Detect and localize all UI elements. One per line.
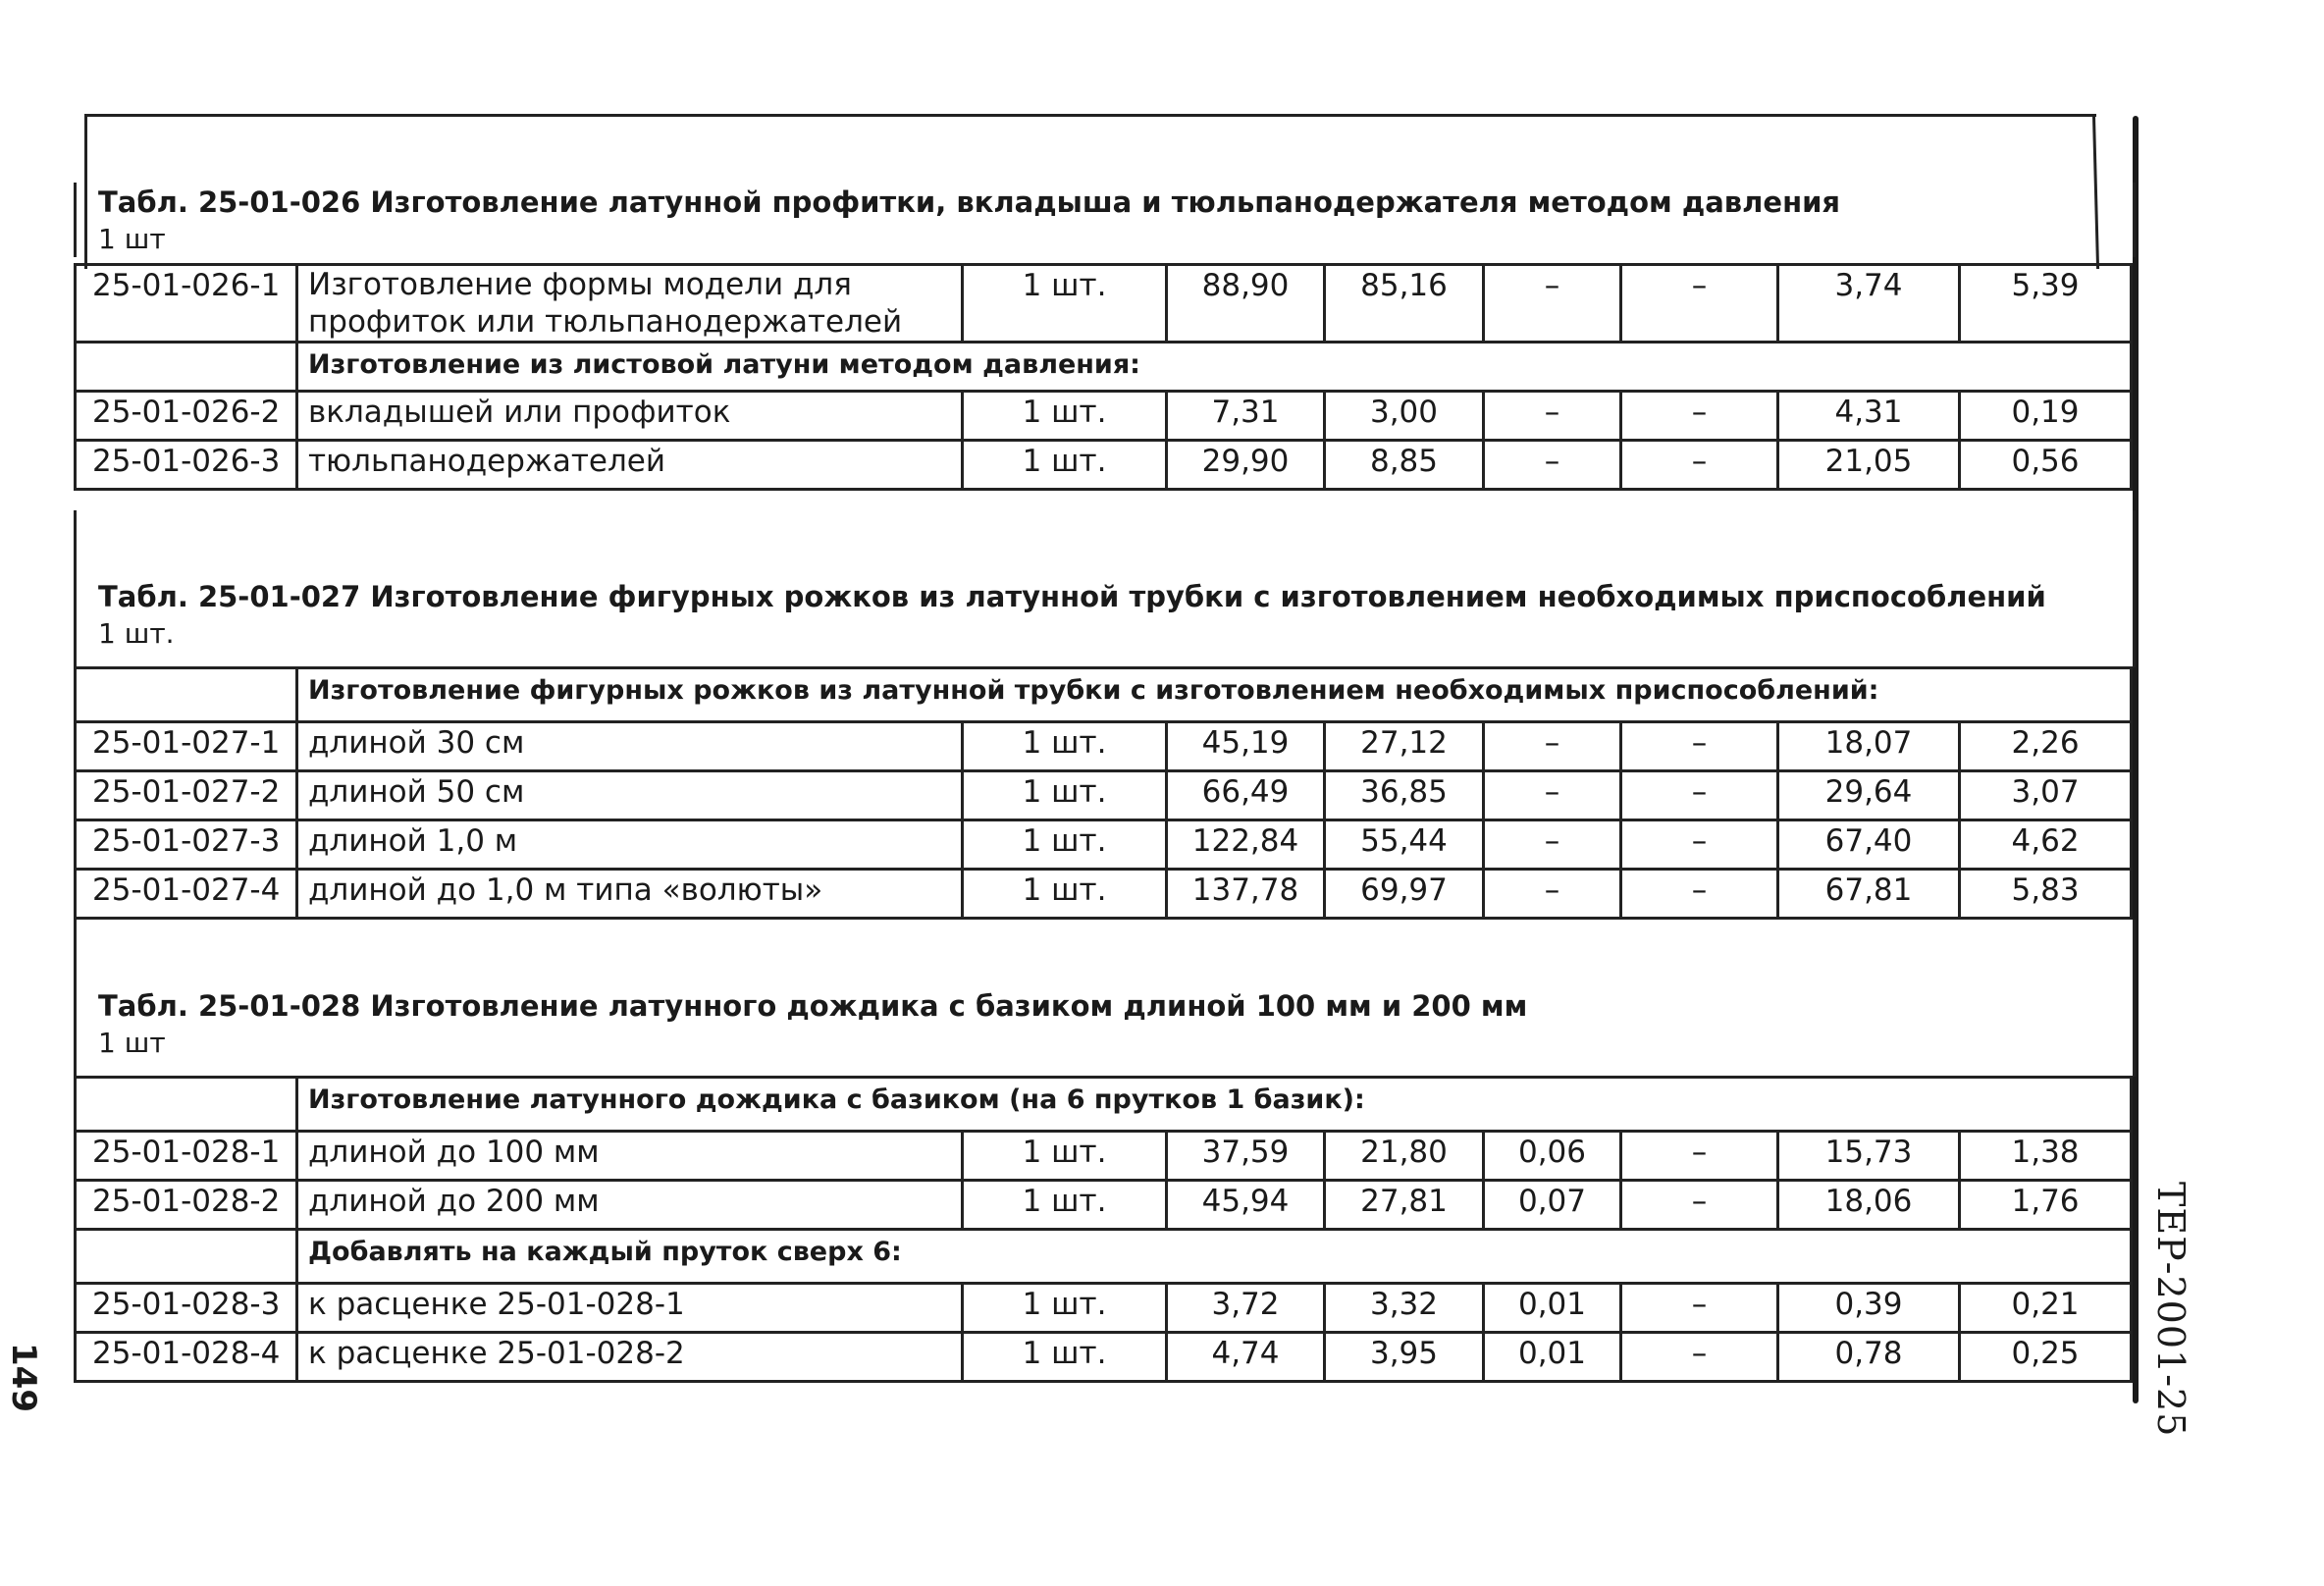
table-row: [76, 1284, 2132, 1333]
row-value: 0,25: [1960, 1333, 2132, 1382]
row-value: –: [1621, 870, 1778, 919]
row-name: длиной до 100 мм: [297, 1132, 963, 1181]
table-row: [76, 820, 2132, 870]
row-value: 15,73: [1778, 1132, 1960, 1181]
table-grid-028: [74, 1076, 2130, 1383]
row-value: 0,21: [1960, 1284, 2132, 1333]
table-title: Табл. 25-01-028 Изготовление латунного дождика с базиком длиной 100 мм и 200 мм: [98, 989, 1528, 1023]
row-unit: 1 шт.: [963, 265, 1167, 343]
binding-spine-line: [2133, 116, 2139, 1403]
row-value: 37,59: [1167, 1132, 1325, 1181]
row-code: 25-01-027-3: [76, 820, 297, 870]
table-unit: 1 шт: [98, 1027, 166, 1059]
section-heading: Изготовление латунного дождика с базиком (на 6 прутков 1 базик):: [297, 1078, 2132, 1132]
row-value: 0,06: [1484, 1132, 1621, 1181]
row-value: –: [1484, 392, 1621, 441]
table-row: [76, 771, 2132, 820]
section-heading: Изготовление из листовой латуни методом давления:: [297, 343, 2132, 392]
row-value: –: [1484, 722, 1621, 771]
row-value: 0,78: [1778, 1333, 1960, 1382]
row-value: 137,78: [1167, 870, 1325, 919]
row-value: 21,05: [1778, 441, 1960, 490]
row-value: 7,31: [1167, 392, 1325, 441]
row-name: длиной 50 см: [297, 771, 963, 820]
row-value: 67,40: [1778, 820, 1960, 870]
row-value: 0,56: [1960, 441, 2132, 490]
row-value: –: [1621, 441, 1778, 490]
row-value: 3,32: [1325, 1284, 1484, 1333]
row-code: 25-01-027-2: [76, 771, 297, 820]
section-heading: Изготовление фигурных рожков из латунной трубки с изготовлением необходимых приспособлений:: [297, 668, 2132, 722]
row-value: 67,81: [1778, 870, 1960, 919]
section-row: [76, 1230, 2132, 1284]
row-value: –: [1621, 265, 1778, 343]
row-unit: 1 шт.: [963, 870, 1167, 919]
table-row: [76, 1181, 2132, 1230]
table-25-01-028: [74, 920, 2136, 1077]
row-value: 3,72: [1167, 1284, 1325, 1333]
row-value: 4,62: [1960, 820, 2132, 870]
row-code: 25-01-028-2: [76, 1181, 297, 1230]
row-value: 8,85: [1325, 441, 1484, 490]
row-unit: 1 шт.: [963, 392, 1167, 441]
row-name: длиной 1,0 м: [297, 820, 963, 870]
table-unit: 1 шт: [98, 223, 166, 255]
row-value: –: [1621, 771, 1778, 820]
row-value: 18,07: [1778, 722, 1960, 771]
document-code: ТЕР-2001-25: [2149, 1182, 2192, 1438]
row-value: 29,64: [1778, 771, 1960, 820]
row-unit: 1 шт.: [963, 1284, 1167, 1333]
page-frame-top: [86, 114, 2096, 117]
row-value: 1,38: [1960, 1132, 2132, 1181]
row-code: 25-01-026-2: [76, 392, 297, 441]
row-value: 85,16: [1325, 265, 1484, 343]
row-value: –: [1484, 265, 1621, 343]
row-value: –: [1484, 870, 1621, 919]
row-value: –: [1621, 1333, 1778, 1382]
row-unit: 1 шт.: [963, 771, 1167, 820]
section-row: [76, 1078, 2132, 1132]
table-unit: 1 шт.: [98, 617, 175, 650]
row-value: 5,39: [1960, 265, 2132, 343]
row-value: 88,90: [1167, 265, 1325, 343]
row-code: 25-01-026-3: [76, 441, 297, 490]
row-value: 3,74: [1778, 265, 1960, 343]
row-code: 25-01-028-4: [76, 1333, 297, 1382]
row-value: –: [1621, 1132, 1778, 1181]
table-25-01-026: [74, 183, 2136, 257]
row-value: –: [1621, 1181, 1778, 1230]
row-name: к расценке 25-01-028-1: [297, 1284, 963, 1333]
table-row: [76, 870, 2132, 919]
row-value: 0,01: [1484, 1333, 1621, 1382]
row-value: –: [1484, 820, 1621, 870]
row-name: Изготовление формы модели для профиток или тюльпанодержателей: [297, 265, 963, 343]
row-value: 55,44: [1325, 820, 1484, 870]
row-value: –: [1621, 722, 1778, 771]
row-value: 45,19: [1167, 722, 1325, 771]
row-unit: 1 шт.: [963, 1132, 1167, 1181]
row-value: 5,83: [1960, 870, 2132, 919]
table-row: [76, 722, 2132, 771]
row-name: к расценке 25-01-028-2: [297, 1333, 963, 1382]
row-value: 27,81: [1325, 1181, 1484, 1230]
row-value: 45,94: [1167, 1181, 1325, 1230]
row-code: 25-01-027-4: [76, 870, 297, 919]
row-value: 66,49: [1167, 771, 1325, 820]
table-row: [76, 265, 2132, 343]
row-unit: 1 шт.: [963, 1333, 1167, 1382]
row-code: 25-01-028-1: [76, 1132, 297, 1181]
row-value: 21,80: [1325, 1132, 1484, 1181]
row-name: тюльпанодержателей: [297, 441, 963, 490]
row-unit: 1 шт.: [963, 722, 1167, 771]
row-value: 36,85: [1325, 771, 1484, 820]
row-name: длиной до 200 мм: [297, 1181, 963, 1230]
table-row: [76, 1132, 2132, 1181]
row-name: длиной 30 см: [297, 722, 963, 771]
table-grid-027: [74, 666, 2130, 920]
section-row: [76, 668, 2132, 722]
row-value: –: [1621, 392, 1778, 441]
row-name: вкладышей или профиток: [297, 392, 963, 441]
table-title: Табл. 25-01-026 Изготовление латунной профитки, вкладыша и тюльпанодержателя методом давления: [98, 185, 1841, 219]
row-name: длиной до 1,0 м типа «волюты»: [297, 870, 963, 919]
row-value: 4,31: [1778, 392, 1960, 441]
row-value: 29,90: [1167, 441, 1325, 490]
row-code: 25-01-027-1: [76, 722, 297, 771]
row-value: 3,95: [1325, 1333, 1484, 1382]
row-value: 0,07: [1484, 1181, 1621, 1230]
row-value: 69,97: [1325, 870, 1484, 919]
row-value: 4,74: [1167, 1333, 1325, 1382]
table-25-01-027: [74, 510, 2136, 667]
table-title: Табл. 25-01-027 Изготовление фигурных рожков из латунной трубки с изготовлением необходимых приспособлений: [98, 580, 2046, 613]
row-value: 1,76: [1960, 1181, 2132, 1230]
row-value: –: [1484, 771, 1621, 820]
row-value: –: [1621, 820, 1778, 870]
table-row: [76, 392, 2132, 441]
row-unit: 1 шт.: [963, 820, 1167, 870]
row-code: 25-01-026-1: [76, 265, 297, 343]
section-heading: Добавлять на каждый пруток сверх 6:: [297, 1230, 2132, 1284]
row-value: 27,12: [1325, 722, 1484, 771]
row-value: 0,01: [1484, 1284, 1621, 1333]
row-value: 0,39: [1778, 1284, 1960, 1333]
row-unit: 1 шт.: [963, 441, 1167, 490]
row-value: 122,84: [1167, 820, 1325, 870]
row-value: 18,06: [1778, 1181, 1960, 1230]
table-row: [76, 441, 2132, 490]
page-number: 149: [4, 1343, 43, 1412]
row-value: 2,26: [1960, 722, 2132, 771]
row-value: 3,07: [1960, 771, 2132, 820]
row-value: 0,19: [1960, 392, 2132, 441]
row-code: 25-01-028-3: [76, 1284, 297, 1333]
row-unit: 1 шт.: [963, 1181, 1167, 1230]
row-value: –: [1484, 441, 1621, 490]
row-value: 3,00: [1325, 392, 1484, 441]
table-grid-026: [74, 263, 2130, 491]
table-row: [76, 1333, 2132, 1382]
row-value: –: [1621, 1284, 1778, 1333]
section-row: [76, 343, 2132, 392]
